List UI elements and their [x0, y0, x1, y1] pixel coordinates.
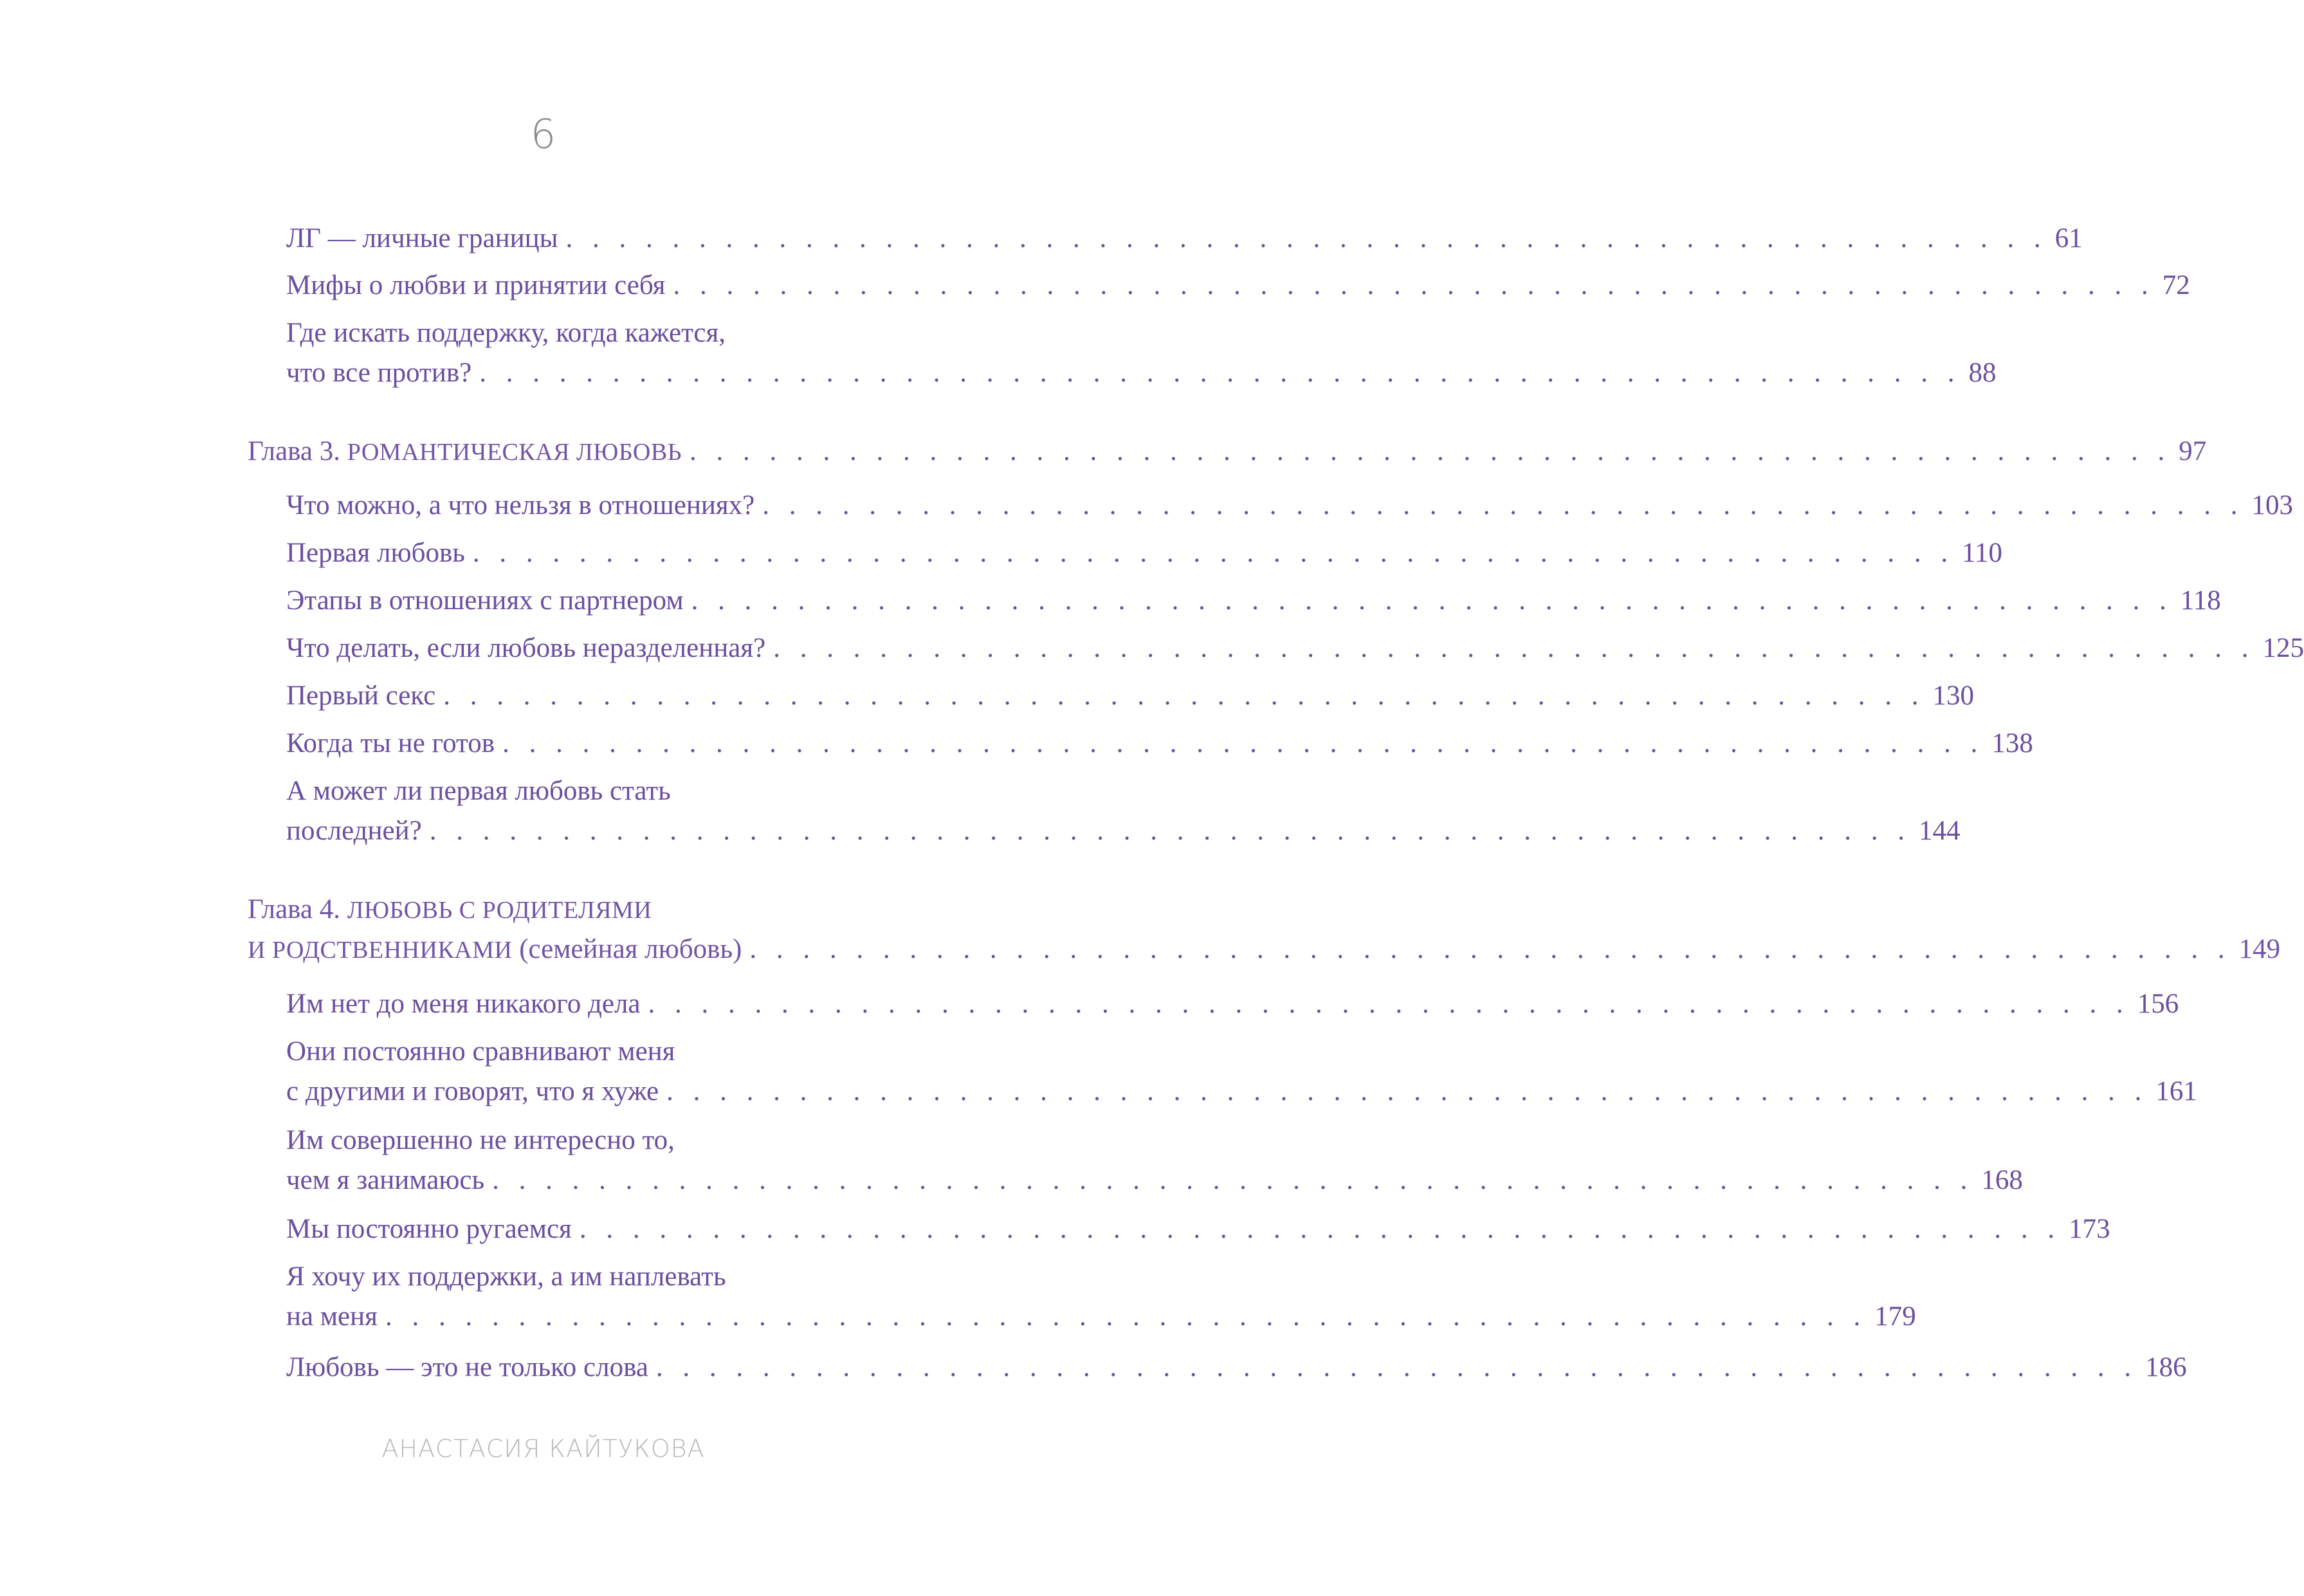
dot-leader: . . . . . . . . . . . . . . . . . . . . . . . . . . . . . . . . . . . . . . . . . . . . . . . . . . . . . . . . — [749, 934, 2231, 964]
toc-entry — [286, 266, 2190, 306]
chapter-title — [248, 432, 682, 472]
toc-entry-title-cont: на меня — [286, 1301, 378, 1332]
dot-leader: . . . . . . . . . . . . . . . . . . . . . . . . . . . . . . . . . . . . . . . . . . . . . . . . . . . . . . . . — [673, 270, 2155, 300]
toc-entry — [286, 1121, 2023, 1200]
toc-entry-title: Они постоянно сравнивают меня — [286, 1036, 675, 1067]
toc-entry-title-cont: что все против? — [286, 358, 472, 388]
dot-leader: . . . . . . . . . . . . . . . . . . . . . . . . . . . . . . . . . . . . . . . . . . . . . . . . . . . . . . . . — [762, 490, 2244, 520]
dot-leader: . . . . . . . . . . . . . . . . . . . . . . . . . . . . . . . . . . . . . . . . . . . . . . . . . . . . . . . . — [479, 358, 1961, 388]
chapter-prefix: Глава 3. — [248, 436, 340, 466]
toc-entry-title: Этапы в отношениях с партнером — [286, 585, 684, 616]
toc-entry-page: 97 — [2179, 436, 2207, 466]
dot-leader: . . . . . . . . . . . . . . . . . . . . . . . . . . . . . . . . . . . . . . . . . . . . . . . . . . . . . . . . — [565, 223, 2047, 253]
toc-entry-title: ЛГ — личные границы — [286, 223, 558, 253]
toc-entry — [286, 486, 2294, 526]
toc-entry — [286, 581, 2221, 621]
toc-entry — [286, 1257, 1916, 1337]
toc-entry-page: 72 — [2162, 270, 2190, 300]
toc-entry-title: Где искать поддержку, когда кажется, — [286, 318, 726, 348]
toc-entry-page: 144 — [1918, 816, 1961, 846]
toc-entry-title: А может ли первая любовь стать — [286, 776, 671, 806]
toc-entry — [286, 628, 2304, 668]
chapter-prefix: Глава 4. — [248, 894, 340, 924]
toc-entry-title: Им нет до меня никакого дела — [286, 989, 641, 1019]
footer-author: АНАСТАСИЯ КАЙТУКОВА — [381, 1435, 705, 1463]
dot-leader: . . . . . . . . . . . . . . . . . . . . . . . . . . . . . . . . . . . . . . . . . . . . . . . . . . . . . . . . — [429, 816, 1911, 846]
toc-entry-page: 118 — [2180, 585, 2221, 616]
toc-entry — [286, 724, 2033, 764]
toc-entry — [286, 676, 1974, 716]
toc-entry — [286, 1209, 2110, 1249]
toc-entry — [286, 771, 1961, 851]
toc-entry-page: 88 — [1968, 358, 1997, 388]
dot-leader: . . . . . . . . . . . . . . . . . . . . . . . . . . . . . . . . . . . . . . . . . . . . . . . . . . . . . . . . — [691, 585, 2173, 616]
dot-leader: . . . . . . . . . . . . . . . . . . . . . . . . . . . . . . . . . . . . . . . . . . . . . . . . . . . . . . . . — [773, 633, 2255, 663]
toc-entry-page: 149 — [2238, 934, 2281, 964]
toc-chapter — [248, 890, 2281, 969]
dot-leader: . . . . . . . . . . . . . . . . . . . . . . . . . . . . . . . . . . . . . . . . . . . . . . . . . . . . . . . . — [443, 681, 1925, 711]
toc-entry-page: 156 — [2137, 989, 2179, 1019]
chapter-name-cont: И РОДСТВЕННИКАМИ — [248, 937, 513, 964]
toc-entry — [286, 984, 2179, 1024]
toc-chapter — [248, 432, 2207, 472]
chapter-suffix: (семейная любовь) — [519, 934, 742, 964]
dot-leader: . . . . . . . . . . . . . . . . . . . . . . . . . . . . . . . . . . . . . . . . . . . . . . . . . . . . . . . . — [648, 989, 2130, 1019]
toc-entry-page: 138 — [1991, 728, 2033, 758]
page-number: 6 — [530, 111, 556, 158]
dot-leader: . . . . . . . . . . . . . . . . . . . . . . . . . . . . . . . . . . . . . . . . . . . . . . . . . . . . . . . . — [690, 436, 2171, 466]
dot-leader: . . . . . . . . . . . . . . . . . . . . . . . . . . . . . . . . . . . . . . . . . . . . . . . . . . . . . . . . — [666, 1076, 2148, 1106]
toc-entry-title: Любовь — это не только слова — [286, 1352, 648, 1382]
toc-entry-page: 168 — [1981, 1165, 2023, 1195]
toc-entry-title-cont: чем я занимаюсь — [286, 1165, 485, 1195]
toc-entry — [286, 533, 2003, 573]
toc-entry-title: Мы постоянно ругаемся — [286, 1214, 572, 1244]
toc-entry-page: 161 — [2155, 1076, 2197, 1106]
dot-leader: . . . . . . . . . . . . . . . . . . . . . . . . . . . . . . . . . . . . . . . . . . . . . . . . . . . . . . . . — [655, 1352, 2138, 1382]
toc-entry-title: Первая любовь — [286, 538, 465, 568]
toc-entry-title: Что делать, если любовь неразделенная? — [286, 633, 766, 663]
chapter-title — [248, 890, 652, 930]
toc-entry-title: Им совершенно не интересно то, — [286, 1125, 675, 1155]
dot-leader: . . . . . . . . . . . . . . . . . . . . . . . . . . . . . . . . . . . . . . . . . . . . . . . . . . . . . . . . — [502, 728, 1984, 758]
toc-entry — [286, 313, 1997, 393]
toc-entry-page: 173 — [2069, 1214, 2110, 1244]
toc-entry — [286, 1348, 2187, 1388]
dot-leader: . . . . . . . . . . . . . . . . . . . . . . . . . . . . . . . . . . . . . . . . . . . . . . . . . . . . . . . . — [385, 1301, 1867, 1332]
dot-leader: . . . . . . . . . . . . . . . . . . . . . . . . . . . . . . . . . . . . . . . . . . . . . . . . . . . . . . . . — [579, 1214, 2062, 1244]
toc-entry — [286, 219, 2083, 259]
toc-entry-page: 103 — [2251, 490, 2294, 520]
toc-entry-title: Первый секс — [286, 681, 436, 711]
toc-entry-page: 61 — [2054, 223, 2083, 253]
toc-entry-title: Я хочу их поддержки, а им наплевать — [286, 1261, 726, 1292]
toc-entry-title: Что можно, а что нельзя в отношениях? — [286, 490, 755, 520]
toc-entry-page: 130 — [1932, 681, 1974, 711]
toc-entry-page: 179 — [1874, 1301, 1916, 1332]
chapter-name: ЛЮБОВЬ С РОДИТЕЛЯМИ — [347, 897, 652, 924]
toc-entry-title: Мифы о любви и принятии себя — [286, 270, 666, 300]
chapter-name: РОМАНТИЧЕСКАЯ ЛЮБОВЬ — [347, 439, 682, 466]
toc-entry-page: 186 — [2145, 1352, 2187, 1382]
dot-leader: . . . . . . . . . . . . . . . . . . . . . . . . . . . . . . . . . . . . . . . . . . . . . . . . . . . . . . . . — [492, 1165, 1974, 1195]
toc-entry-title: Когда ты не готов — [286, 728, 495, 758]
toc-entry — [286, 1032, 2197, 1112]
toc-entry-title-cont: последней? — [286, 816, 422, 846]
toc-entry-page: 110 — [1962, 538, 2003, 568]
toc-entry-page: 125 — [2262, 633, 2304, 663]
dot-leader: . . . . . . . . . . . . . . . . . . . . . . . . . . . . . . . . . . . . . . . . . . . . . . . . . . . . . . . . — [472, 538, 1955, 568]
toc-entry-title-cont: с другими и говорят, что я хуже — [286, 1076, 659, 1106]
chapter-title-cont — [248, 930, 742, 970]
